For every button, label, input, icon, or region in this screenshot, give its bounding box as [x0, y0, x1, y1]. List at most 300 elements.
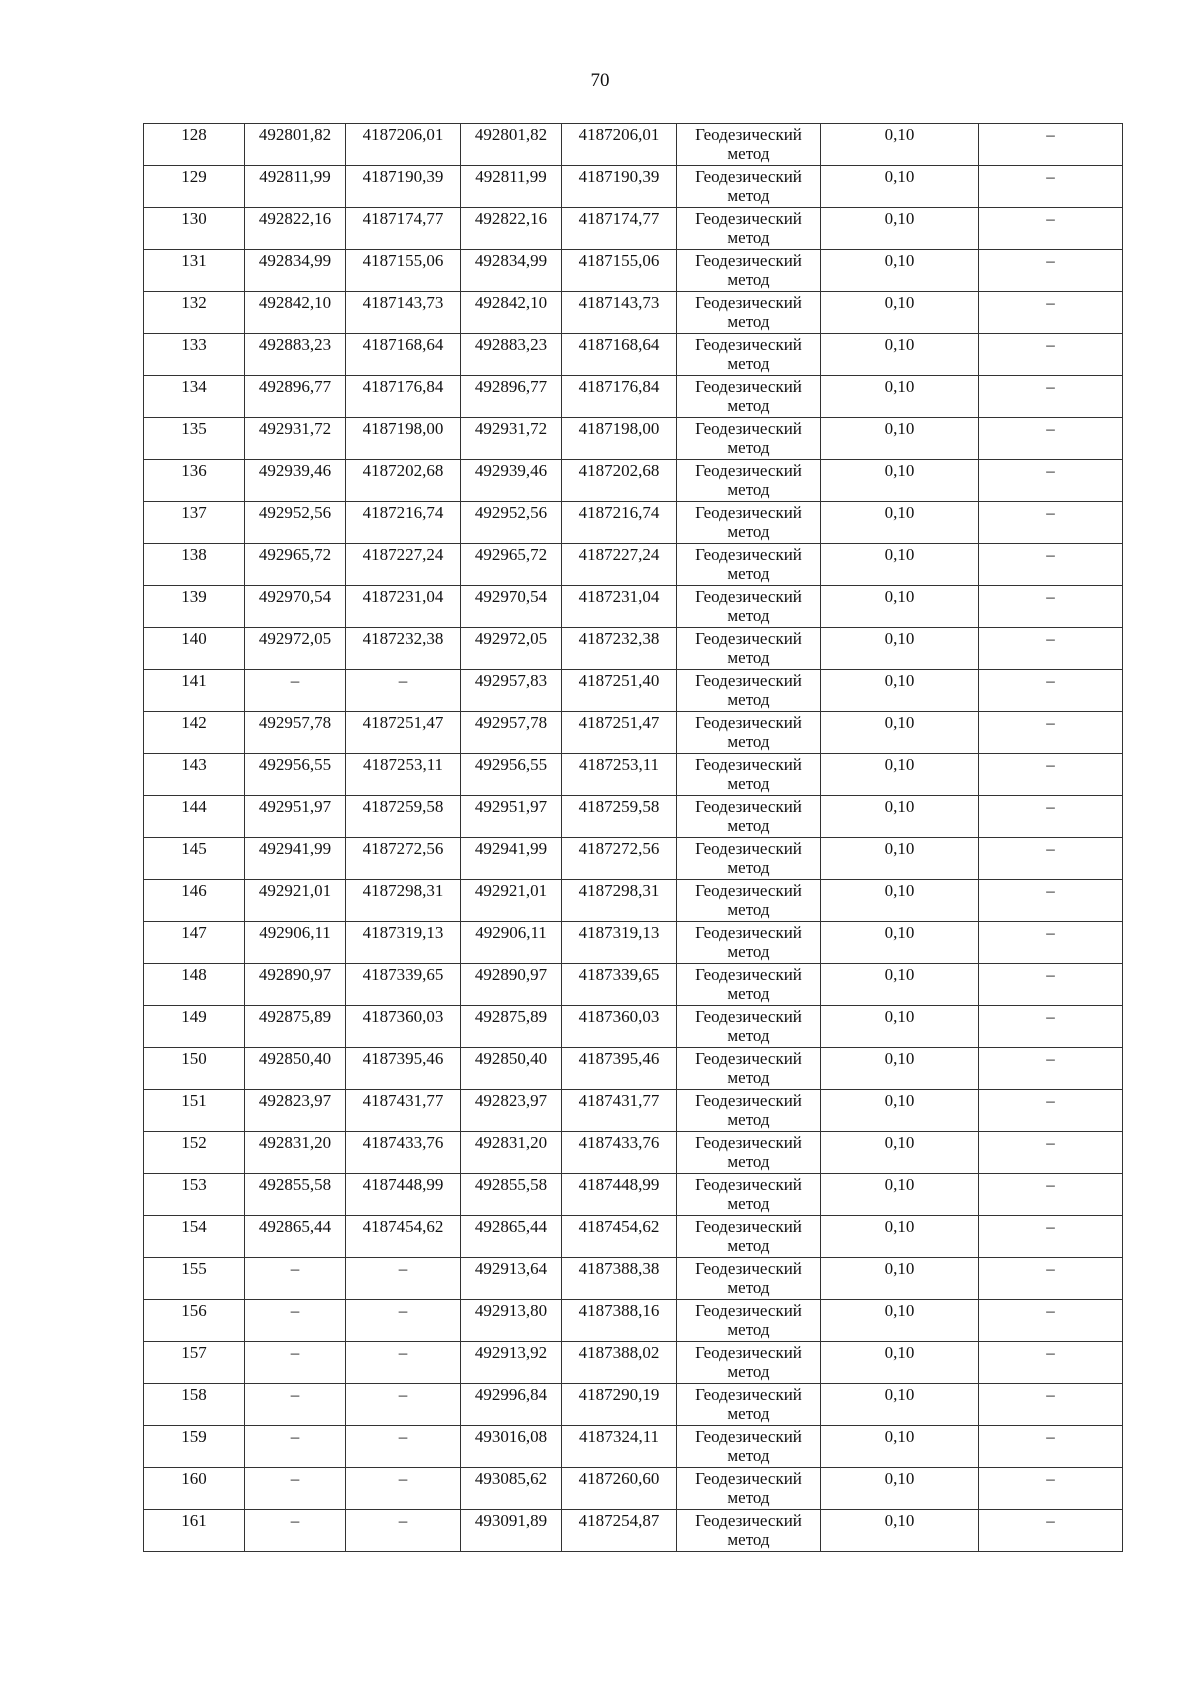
- description-cell: –: [979, 124, 1123, 166]
- point-number-cell: 132: [144, 292, 245, 334]
- new-y-cell: 4187253,11: [562, 754, 677, 796]
- method-cell: Геодезический метод: [677, 502, 821, 544]
- description-cell: –: [979, 922, 1123, 964]
- method-cell: Геодезический метод: [677, 838, 821, 880]
- new-y-cell: 4187227,24: [562, 544, 677, 586]
- point-number-cell: 131: [144, 250, 245, 292]
- new-x-cell: 492965,72: [461, 544, 562, 586]
- new-y-cell: 4187168,64: [562, 334, 677, 376]
- method-cell: Геодезический метод: [677, 880, 821, 922]
- description-cell: –: [979, 1216, 1123, 1258]
- point-number-cell: 129: [144, 166, 245, 208]
- existing-x-cell: –: [245, 1468, 346, 1510]
- accuracy-cell: 0,10: [821, 880, 979, 922]
- method-cell: Геодезический метод: [677, 1090, 821, 1132]
- existing-x-cell: –: [245, 670, 346, 712]
- existing-y-cell: –: [346, 1468, 461, 1510]
- new-y-cell: 4187202,68: [562, 460, 677, 502]
- accuracy-cell: 0,10: [821, 1090, 979, 1132]
- method-cell: Геодезический метод: [677, 1132, 821, 1174]
- point-number-cell: 148: [144, 964, 245, 1006]
- accuracy-cell: 0,10: [821, 1174, 979, 1216]
- table-row: [144, 712, 1123, 754]
- description-cell: –: [979, 1090, 1123, 1132]
- table-row: [144, 1510, 1123, 1552]
- existing-y-cell: 4187272,56: [346, 838, 461, 880]
- new-y-cell: 4187174,77: [562, 208, 677, 250]
- point-number-cell: 137: [144, 502, 245, 544]
- accuracy-cell: 0,10: [821, 1048, 979, 1090]
- existing-x-cell: 492831,20: [245, 1132, 346, 1174]
- existing-x-cell: 492850,40: [245, 1048, 346, 1090]
- existing-x-cell: 492965,72: [245, 544, 346, 586]
- accuracy-cell: 0,10: [821, 166, 979, 208]
- accuracy-cell: 0,10: [821, 292, 979, 334]
- existing-y-cell: 4187227,24: [346, 544, 461, 586]
- point-number-cell: 136: [144, 460, 245, 502]
- table-row: [144, 544, 1123, 586]
- method-cell: Геодезический метод: [677, 334, 821, 376]
- existing-y-cell: –: [346, 1510, 461, 1552]
- table-row: [144, 1258, 1123, 1300]
- accuracy-cell: 0,10: [821, 712, 979, 754]
- new-y-cell: 4187433,76: [562, 1132, 677, 1174]
- table-row: [144, 292, 1123, 334]
- existing-y-cell: 4187168,64: [346, 334, 461, 376]
- new-x-cell: 492957,83: [461, 670, 562, 712]
- new-x-cell: 492875,89: [461, 1006, 562, 1048]
- new-y-cell: 4187431,77: [562, 1090, 677, 1132]
- method-cell: Геодезический метод: [677, 1468, 821, 1510]
- point-number-cell: 141: [144, 670, 245, 712]
- new-x-cell: 492834,99: [461, 250, 562, 292]
- new-x-cell: 492842,10: [461, 292, 562, 334]
- new-x-cell: 492913,92: [461, 1342, 562, 1384]
- point-number-cell: 142: [144, 712, 245, 754]
- method-cell: Геодезический метод: [677, 1426, 821, 1468]
- point-number-cell: 153: [144, 1174, 245, 1216]
- accuracy-cell: 0,10: [821, 418, 979, 460]
- accuracy-cell: 0,10: [821, 1384, 979, 1426]
- description-cell: –: [979, 1426, 1123, 1468]
- new-x-cell: 493016,08: [461, 1426, 562, 1468]
- description-cell: –: [979, 1342, 1123, 1384]
- point-number-cell: 135: [144, 418, 245, 460]
- accuracy-cell: 0,10: [821, 208, 979, 250]
- new-y-cell: 4187290,19: [562, 1384, 677, 1426]
- existing-y-cell: –: [346, 1300, 461, 1342]
- accuracy-cell: 0,10: [821, 1510, 979, 1552]
- new-y-cell: 4187232,38: [562, 628, 677, 670]
- existing-y-cell: 4187259,58: [346, 796, 461, 838]
- existing-x-cell: 492865,44: [245, 1216, 346, 1258]
- method-cell: Геодезический метод: [677, 1216, 821, 1258]
- new-y-cell: 4187251,47: [562, 712, 677, 754]
- new-y-cell: 4187339,65: [562, 964, 677, 1006]
- table-row: [144, 1006, 1123, 1048]
- new-y-cell: 4187216,74: [562, 502, 677, 544]
- point-number-cell: 146: [144, 880, 245, 922]
- point-number-cell: 155: [144, 1258, 245, 1300]
- existing-y-cell: 4187251,47: [346, 712, 461, 754]
- table-row: [144, 796, 1123, 838]
- new-x-cell: 493085,62: [461, 1468, 562, 1510]
- accuracy-cell: 0,10: [821, 1468, 979, 1510]
- new-y-cell: 4187251,40: [562, 670, 677, 712]
- accuracy-cell: 0,10: [821, 544, 979, 586]
- table-row: [144, 670, 1123, 712]
- description-cell: –: [979, 460, 1123, 502]
- method-cell: Геодезический метод: [677, 1048, 821, 1090]
- table-row: [144, 418, 1123, 460]
- description-cell: –: [979, 1300, 1123, 1342]
- new-x-cell: 492823,97: [461, 1090, 562, 1132]
- accuracy-cell: 0,10: [821, 250, 979, 292]
- description-cell: –: [979, 292, 1123, 334]
- new-y-cell: 4187388,38: [562, 1258, 677, 1300]
- new-x-cell: 492906,11: [461, 922, 562, 964]
- accuracy-cell: 0,10: [821, 796, 979, 838]
- new-y-cell: 4187155,06: [562, 250, 677, 292]
- existing-y-cell: 4187198,00: [346, 418, 461, 460]
- existing-y-cell: 4187433,76: [346, 1132, 461, 1174]
- existing-y-cell: 4187176,84: [346, 376, 461, 418]
- existing-x-cell: 492842,10: [245, 292, 346, 334]
- method-cell: Геодезический метод: [677, 1342, 821, 1384]
- description-cell: –: [979, 586, 1123, 628]
- method-cell: Геодезический метод: [677, 460, 821, 502]
- existing-y-cell: 4187319,13: [346, 922, 461, 964]
- accuracy-cell: 0,10: [821, 922, 979, 964]
- existing-x-cell: 492823,97: [245, 1090, 346, 1132]
- new-y-cell: 4187319,13: [562, 922, 677, 964]
- existing-y-cell: 4187232,38: [346, 628, 461, 670]
- new-y-cell: 4187190,39: [562, 166, 677, 208]
- new-x-cell: 492850,40: [461, 1048, 562, 1090]
- point-number-cell: 139: [144, 586, 245, 628]
- existing-x-cell: 492906,11: [245, 922, 346, 964]
- existing-x-cell: 492822,16: [245, 208, 346, 250]
- new-x-cell: 492952,56: [461, 502, 562, 544]
- accuracy-cell: 0,10: [821, 964, 979, 1006]
- accuracy-cell: 0,10: [821, 334, 979, 376]
- description-cell: –: [979, 376, 1123, 418]
- point-number-cell: 160: [144, 1468, 245, 1510]
- method-cell: Геодезический метод: [677, 418, 821, 460]
- method-cell: Геодезический метод: [677, 628, 821, 670]
- accuracy-cell: 0,10: [821, 376, 979, 418]
- description-cell: –: [979, 670, 1123, 712]
- coordinates-table: [143, 123, 1123, 1552]
- point-number-cell: 145: [144, 838, 245, 880]
- new-x-cell: 492865,44: [461, 1216, 562, 1258]
- existing-y-cell: –: [346, 670, 461, 712]
- new-x-cell: 492951,97: [461, 796, 562, 838]
- point-number-cell: 156: [144, 1300, 245, 1342]
- new-y-cell: 4187143,73: [562, 292, 677, 334]
- existing-y-cell: 4187174,77: [346, 208, 461, 250]
- accuracy-cell: 0,10: [821, 838, 979, 880]
- new-x-cell: 492913,80: [461, 1300, 562, 1342]
- method-cell: Геодезический метод: [677, 1300, 821, 1342]
- accuracy-cell: 0,10: [821, 1300, 979, 1342]
- existing-y-cell: 4187431,77: [346, 1090, 461, 1132]
- existing-y-cell: 4187298,31: [346, 880, 461, 922]
- table-row: [144, 334, 1123, 376]
- description-cell: –: [979, 628, 1123, 670]
- existing-x-cell: 492939,46: [245, 460, 346, 502]
- accuracy-cell: 0,10: [821, 628, 979, 670]
- new-x-cell: 492896,77: [461, 376, 562, 418]
- point-number-cell: 152: [144, 1132, 245, 1174]
- point-number-cell: 159: [144, 1426, 245, 1468]
- description-cell: –: [979, 418, 1123, 460]
- description-cell: –: [979, 1384, 1123, 1426]
- new-y-cell: 4187259,58: [562, 796, 677, 838]
- table-body: [144, 124, 1123, 1552]
- new-x-cell: 492831,20: [461, 1132, 562, 1174]
- description-cell: –: [979, 1132, 1123, 1174]
- existing-x-cell: 492896,77: [245, 376, 346, 418]
- existing-y-cell: 4187206,01: [346, 124, 461, 166]
- accuracy-cell: 0,10: [821, 1132, 979, 1174]
- point-number-cell: 138: [144, 544, 245, 586]
- existing-x-cell: 492855,58: [245, 1174, 346, 1216]
- existing-y-cell: 4187216,74: [346, 502, 461, 544]
- existing-y-cell: –: [346, 1342, 461, 1384]
- table-row: [144, 838, 1123, 880]
- description-cell: –: [979, 250, 1123, 292]
- new-y-cell: 4187298,31: [562, 880, 677, 922]
- existing-x-cell: 492970,54: [245, 586, 346, 628]
- description-cell: –: [979, 796, 1123, 838]
- table-row: [144, 1090, 1123, 1132]
- table-row: [144, 166, 1123, 208]
- description-cell: –: [979, 712, 1123, 754]
- new-x-cell: 492939,46: [461, 460, 562, 502]
- new-x-cell: 492996,84: [461, 1384, 562, 1426]
- accuracy-cell: 0,10: [821, 754, 979, 796]
- table-row: [144, 586, 1123, 628]
- new-y-cell: 4187360,03: [562, 1006, 677, 1048]
- new-y-cell: 4187388,02: [562, 1342, 677, 1384]
- point-number-cell: 158: [144, 1384, 245, 1426]
- table-row: [144, 1426, 1123, 1468]
- point-number-cell: 144: [144, 796, 245, 838]
- table-row: [144, 922, 1123, 964]
- existing-x-cell: –: [245, 1510, 346, 1552]
- table-row: [144, 1216, 1123, 1258]
- existing-y-cell: 4187202,68: [346, 460, 461, 502]
- new-x-cell: 492941,99: [461, 838, 562, 880]
- table-row: [144, 502, 1123, 544]
- new-x-cell: 492921,01: [461, 880, 562, 922]
- description-cell: –: [979, 1510, 1123, 1552]
- method-cell: Геодезический метод: [677, 964, 821, 1006]
- existing-x-cell: 492956,55: [245, 754, 346, 796]
- point-number-cell: 128: [144, 124, 245, 166]
- point-number-cell: 147: [144, 922, 245, 964]
- table-row: [144, 1342, 1123, 1384]
- method-cell: Геодезический метод: [677, 922, 821, 964]
- point-number-cell: 161: [144, 1510, 245, 1552]
- new-y-cell: 4187395,46: [562, 1048, 677, 1090]
- existing-x-cell: 492972,05: [245, 628, 346, 670]
- description-cell: –: [979, 166, 1123, 208]
- method-cell: Геодезический метод: [677, 292, 821, 334]
- point-number-cell: 130: [144, 208, 245, 250]
- description-cell: –: [979, 880, 1123, 922]
- existing-x-cell: 492834,99: [245, 250, 346, 292]
- accuracy-cell: 0,10: [821, 1006, 979, 1048]
- method-cell: Геодезический метод: [677, 670, 821, 712]
- existing-x-cell: 492951,97: [245, 796, 346, 838]
- description-cell: –: [979, 1006, 1123, 1048]
- existing-y-cell: –: [346, 1384, 461, 1426]
- description-cell: –: [979, 1048, 1123, 1090]
- existing-x-cell: 492957,78: [245, 712, 346, 754]
- method-cell: Геодезический метод: [677, 754, 821, 796]
- point-number-cell: 157: [144, 1342, 245, 1384]
- accuracy-cell: 0,10: [821, 1342, 979, 1384]
- existing-x-cell: 492875,89: [245, 1006, 346, 1048]
- method-cell: Геодезический метод: [677, 586, 821, 628]
- accuracy-cell: 0,10: [821, 502, 979, 544]
- description-cell: –: [979, 334, 1123, 376]
- existing-y-cell: –: [346, 1426, 461, 1468]
- accuracy-cell: 0,10: [821, 1216, 979, 1258]
- method-cell: Геодезический метод: [677, 1384, 821, 1426]
- point-number-cell: 134: [144, 376, 245, 418]
- method-cell: Геодезический метод: [677, 250, 821, 292]
- method-cell: Геодезический метод: [677, 1174, 821, 1216]
- new-x-cell: 492855,58: [461, 1174, 562, 1216]
- new-x-cell: 492970,54: [461, 586, 562, 628]
- table-row: [144, 1174, 1123, 1216]
- existing-y-cell: 4187143,73: [346, 292, 461, 334]
- table-row: [144, 124, 1123, 166]
- accuracy-cell: 0,10: [821, 1258, 979, 1300]
- existing-x-cell: 492952,56: [245, 502, 346, 544]
- new-x-cell: 492956,55: [461, 754, 562, 796]
- new-x-cell: 492801,82: [461, 124, 562, 166]
- description-cell: –: [979, 754, 1123, 796]
- table-row: [144, 376, 1123, 418]
- new-y-cell: 4187448,99: [562, 1174, 677, 1216]
- existing-y-cell: 4187395,46: [346, 1048, 461, 1090]
- point-number-cell: 154: [144, 1216, 245, 1258]
- new-y-cell: 4187324,11: [562, 1426, 677, 1468]
- method-cell: Геодезический метод: [677, 208, 821, 250]
- existing-y-cell: 4187448,99: [346, 1174, 461, 1216]
- description-cell: –: [979, 544, 1123, 586]
- table-row: [144, 1468, 1123, 1510]
- new-x-cell: 492811,99: [461, 166, 562, 208]
- new-x-cell: 492913,64: [461, 1258, 562, 1300]
- method-cell: Геодезический метод: [677, 1258, 821, 1300]
- existing-x-cell: –: [245, 1342, 346, 1384]
- new-y-cell: 4187176,84: [562, 376, 677, 418]
- description-cell: –: [979, 502, 1123, 544]
- new-x-cell: 492957,78: [461, 712, 562, 754]
- existing-y-cell: 4187360,03: [346, 1006, 461, 1048]
- table-row: [144, 460, 1123, 502]
- new-y-cell: 4187206,01: [562, 124, 677, 166]
- method-cell: Геодезический метод: [677, 166, 821, 208]
- existing-x-cell: –: [245, 1426, 346, 1468]
- accuracy-cell: 0,10: [821, 460, 979, 502]
- existing-x-cell: 492931,72: [245, 418, 346, 460]
- new-x-cell: 492972,05: [461, 628, 562, 670]
- new-x-cell: 492931,72: [461, 418, 562, 460]
- description-cell: –: [979, 208, 1123, 250]
- point-number-cell: 151: [144, 1090, 245, 1132]
- method-cell: Геодезический метод: [677, 712, 821, 754]
- existing-x-cell: 492883,23: [245, 334, 346, 376]
- description-cell: –: [979, 964, 1123, 1006]
- method-cell: Геодезический метод: [677, 124, 821, 166]
- new-x-cell: 492822,16: [461, 208, 562, 250]
- description-cell: –: [979, 1174, 1123, 1216]
- accuracy-cell: 0,10: [821, 1426, 979, 1468]
- table-row: [144, 628, 1123, 670]
- existing-y-cell: 4187253,11: [346, 754, 461, 796]
- accuracy-cell: 0,10: [821, 586, 979, 628]
- existing-y-cell: 4187231,04: [346, 586, 461, 628]
- method-cell: Геодезический метод: [677, 796, 821, 838]
- existing-x-cell: –: [245, 1384, 346, 1426]
- method-cell: Геодезический метод: [677, 376, 821, 418]
- existing-x-cell: –: [245, 1258, 346, 1300]
- table-row: [144, 208, 1123, 250]
- new-x-cell: 492883,23: [461, 334, 562, 376]
- description-cell: –: [979, 1468, 1123, 1510]
- existing-x-cell: 492941,99: [245, 838, 346, 880]
- accuracy-cell: 0,10: [821, 670, 979, 712]
- new-y-cell: 4187198,00: [562, 418, 677, 460]
- existing-y-cell: 4187454,62: [346, 1216, 461, 1258]
- table-row: [144, 1132, 1123, 1174]
- page-number: 70: [590, 70, 610, 91]
- method-cell: Геодезический метод: [677, 1510, 821, 1552]
- point-number-cell: 143: [144, 754, 245, 796]
- point-number-cell: 133: [144, 334, 245, 376]
- table-row: [144, 880, 1123, 922]
- description-cell: –: [979, 1258, 1123, 1300]
- new-y-cell: 4187260,60: [562, 1468, 677, 1510]
- new-x-cell: 492890,97: [461, 964, 562, 1006]
- table-row: [144, 1300, 1123, 1342]
- existing-y-cell: 4187339,65: [346, 964, 461, 1006]
- new-y-cell: 4187388,16: [562, 1300, 677, 1342]
- new-y-cell: 4187272,56: [562, 838, 677, 880]
- accuracy-cell: 0,10: [821, 124, 979, 166]
- existing-x-cell: 492890,97: [245, 964, 346, 1006]
- table-row: [144, 964, 1123, 1006]
- table-row: [144, 1384, 1123, 1426]
- existing-y-cell: –: [346, 1258, 461, 1300]
- existing-x-cell: –: [245, 1300, 346, 1342]
- description-cell: –: [979, 838, 1123, 880]
- existing-x-cell: 492921,01: [245, 880, 346, 922]
- point-number-cell: 150: [144, 1048, 245, 1090]
- new-y-cell: 4187231,04: [562, 586, 677, 628]
- existing-x-cell: 492801,82: [245, 124, 346, 166]
- point-number-cell: 149: [144, 1006, 245, 1048]
- new-x-cell: 493091,89: [461, 1510, 562, 1552]
- method-cell: Геодезический метод: [677, 1006, 821, 1048]
- new-y-cell: 4187454,62: [562, 1216, 677, 1258]
